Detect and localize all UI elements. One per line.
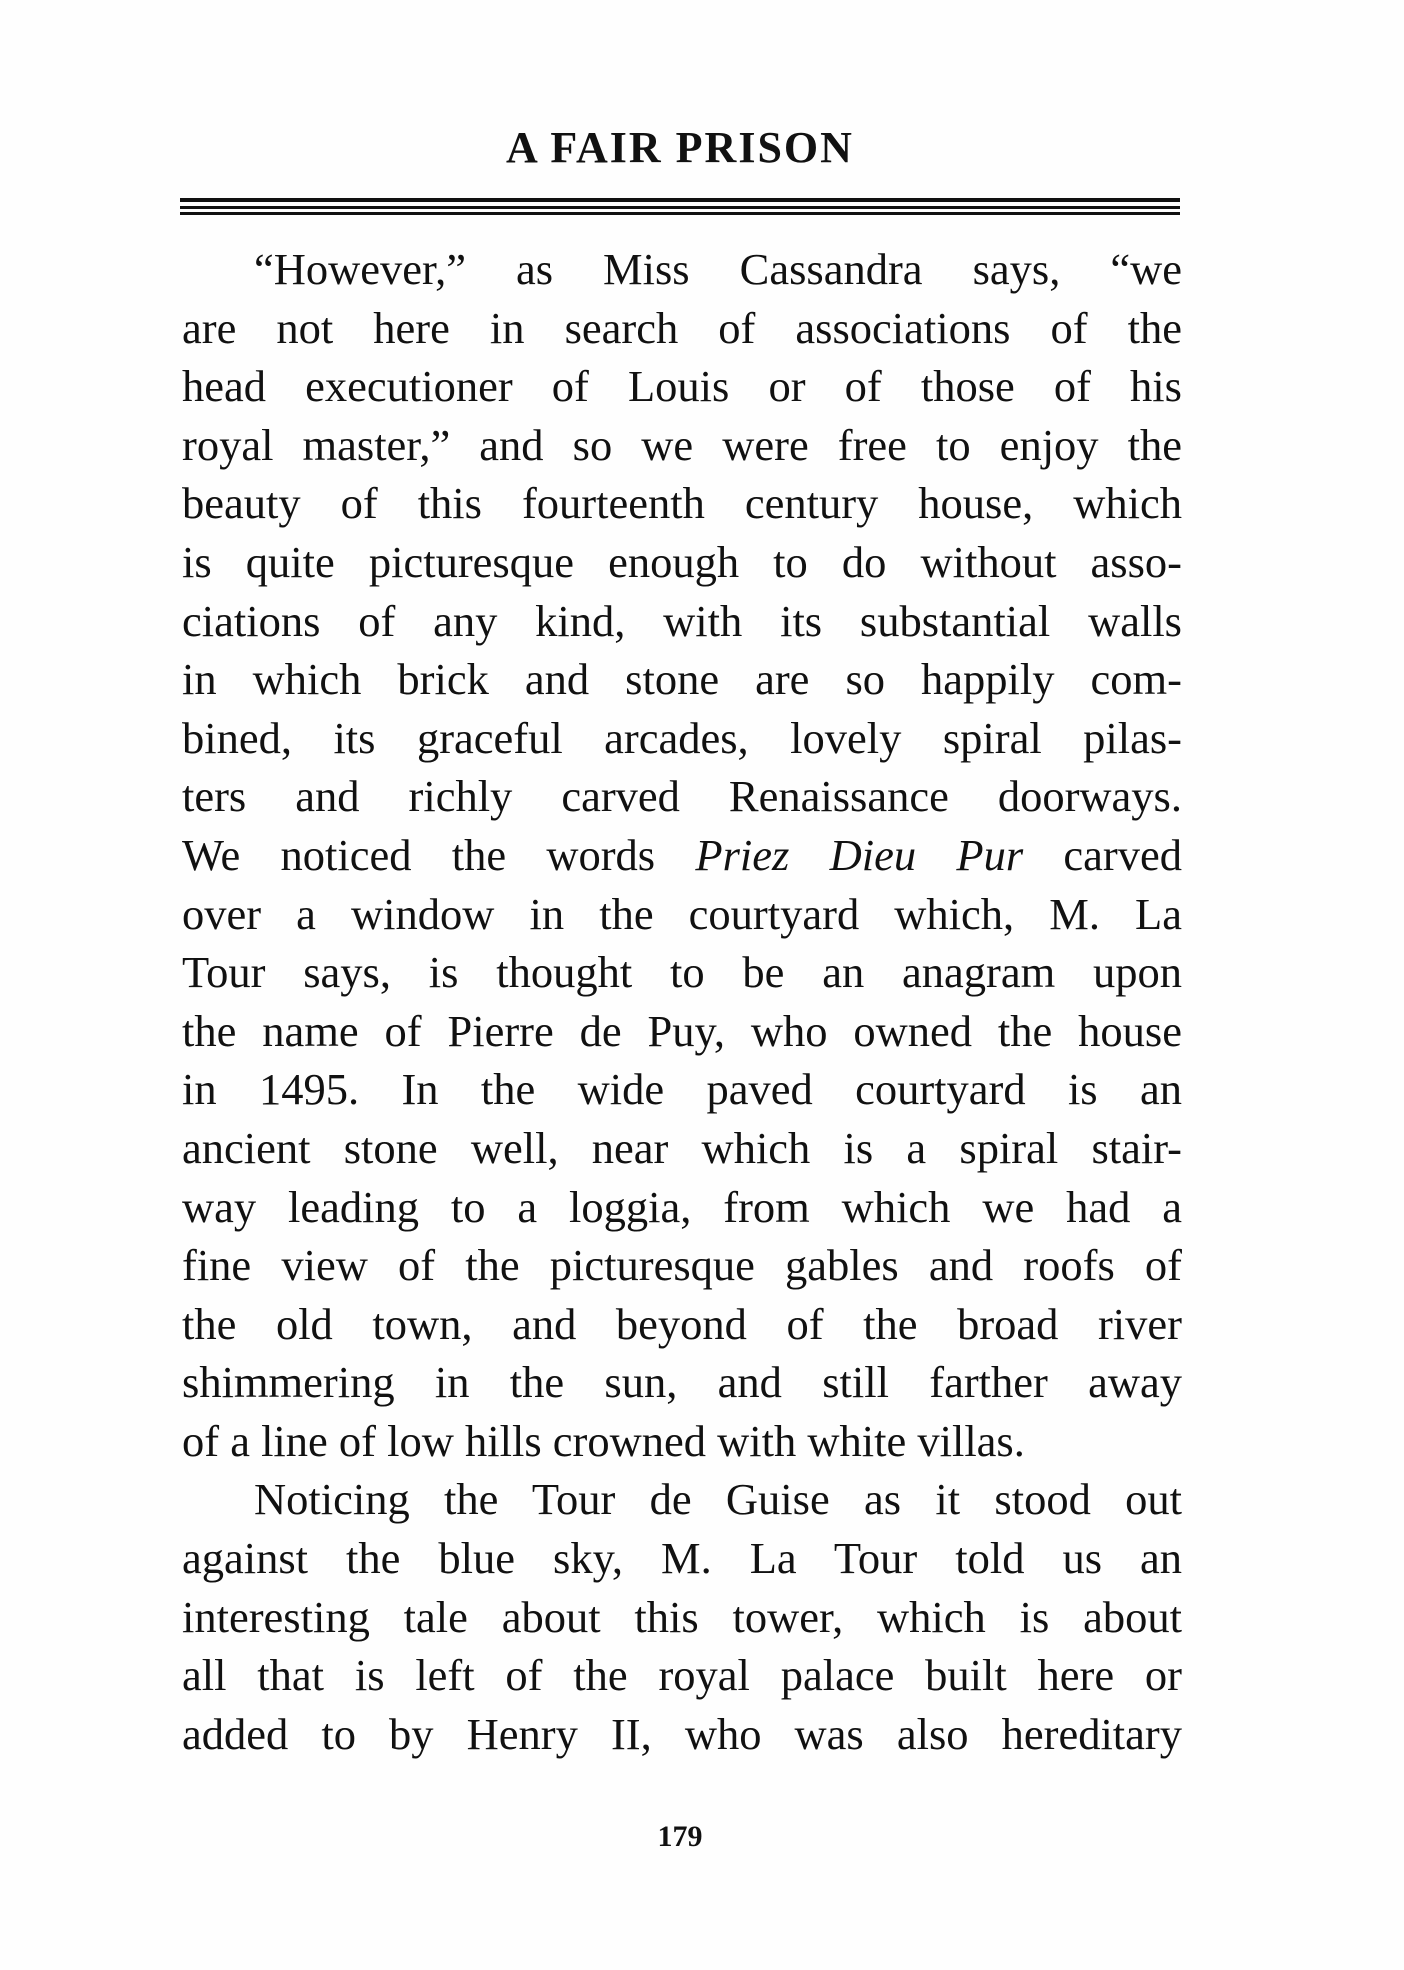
text-line: Noticing the Tour de Guise as it stood out <box>254 1474 1182 1525</box>
text-line: of a line of low hills crowned with white villas. <box>182 1415 1025 1466</box>
text-line: Tour says, is thought to be an anagram upon <box>182 947 1182 998</box>
text-line: fine view of the picturesque gables and roofs of <box>182 1240 1182 1291</box>
text-line: over a window in the courtyard which, M. La <box>182 888 1182 939</box>
text-fragment: We noticed the words <box>182 829 696 880</box>
text-line: in 1495. In the wide paved courtyard is an <box>182 1064 1182 1115</box>
header-rule <box>180 198 1180 220</box>
running-head: A FAIR PRISON <box>506 123 854 172</box>
text-line: head executioner of Louis or of those of his <box>182 361 1182 412</box>
text-line: the old town, and beyond of the broad river <box>182 1298 1182 1349</box>
text-line: “However,” as Miss Cassandra says, “we <box>254 244 1182 294</box>
text-line: ciations of any kind, with its substantial walls <box>182 595 1182 646</box>
text-line: are not here in search of associations of the <box>182 302 1182 353</box>
text-line-with-italic <box>182 826 1182 885</box>
text-line: royal master,” and so we were free to enjoy the <box>182 419 1182 470</box>
text-line: the name of Pierre de Puy, who owned the house <box>182 1005 1182 1056</box>
text-line: in which brick and stone are so happily com- <box>182 654 1182 705</box>
text-line: is quite picturesque enough to do without asso- <box>182 536 1182 587</box>
rule-line <box>180 212 1180 215</box>
text-line: shimmering in the sun, and still farther away <box>182 1357 1182 1408</box>
text-line: all that is left of the royal palace built here or <box>182 1650 1182 1701</box>
text-line: added to by Henry II, who was also hereditary <box>182 1708 1182 1759</box>
italic-phrase: Priez Dieu Pur <box>695 829 1024 880</box>
text-line: ters and richly carved Renaissance doorways. <box>182 771 1182 822</box>
text-line: way leading to a loggia, from which we had a <box>182 1181 1182 1232</box>
text-line: ancient stone well, near which is a spiral stair- <box>182 1122 1182 1173</box>
rule-line <box>180 198 1180 202</box>
page-number: 179 <box>657 1820 703 1853</box>
text-line: beauty of this fourteenth century house, which <box>182 478 1182 529</box>
text-line: bined, its graceful arcades, lovely spiral pilas- <box>182 712 1182 763</box>
text-line: interesting tale about this tower, which is about <box>182 1591 1182 1642</box>
text-fragment: carved <box>1023 829 1182 880</box>
body-text <box>182 240 1182 1763</box>
text-line: against the blue sky, M. La Tour told us an <box>182 1533 1182 1584</box>
rule-line <box>180 206 1180 209</box>
